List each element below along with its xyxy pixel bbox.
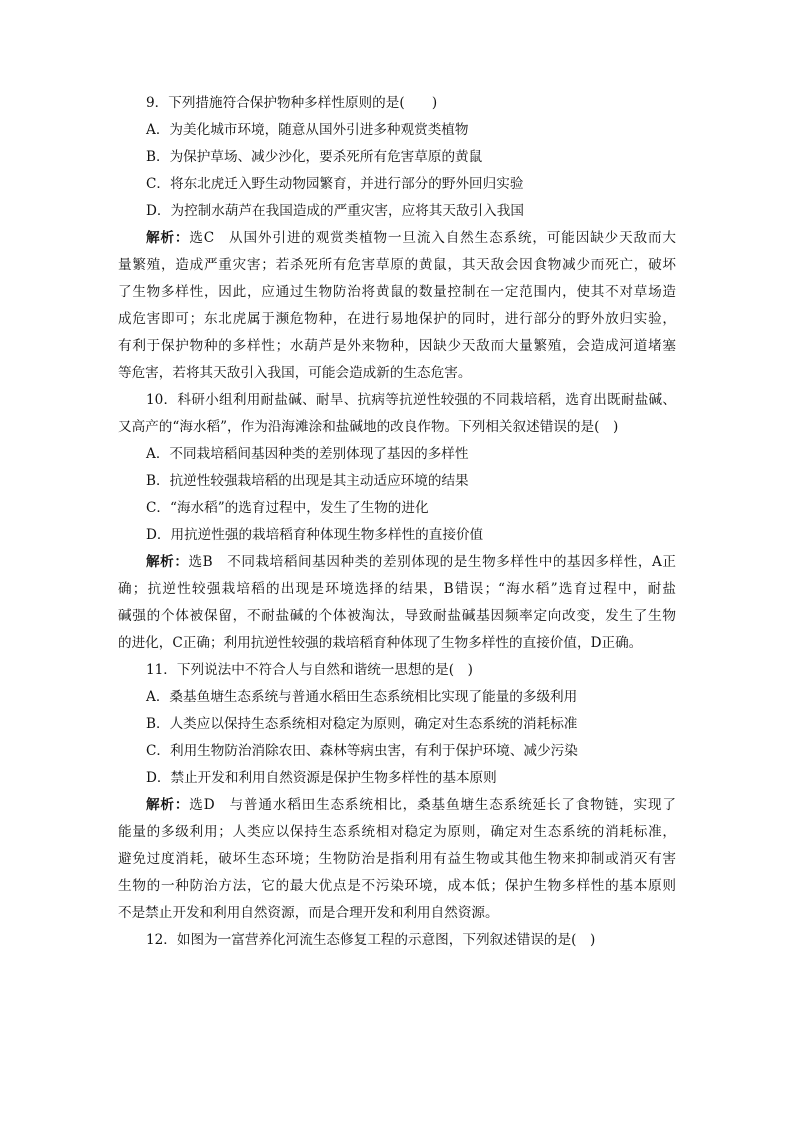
q9-analysis-line: 有利于保护物种的多样性；水葫芦是外来物种，因缺少天敌而大量繁殖，会造成河道堵塞 <box>118 338 676 354</box>
q11-option-d: D．禁止开发和利用自然资源是保护生物多样性的基本原则 <box>146 770 497 786</box>
q9-option-b: B．为保护草场、减少沙化，要杀死所有危害草原的黄鼠 <box>146 149 483 165</box>
q9-analysis-text: 从国外引进的观赏类植物一旦流入自然生态系统，可能因缺少天敌而大 <box>228 230 677 246</box>
q10-analysis-label: 解析： <box>146 554 189 570</box>
q10-analysis-line <box>118 549 676 576</box>
q10-option-a: A．不同栽培稻间基因种类的差别体现了基因的多样性 <box>146 446 469 462</box>
q11-analysis-text: 与普通水稻田生态系统相比，桑基鱼塘生态系统延长了食物链，实现了 <box>228 797 677 813</box>
q9-analysis-line: 成危害即可；东北虎属于濒危物种，在进行易地保护的同时，进行部分的野外放归实验， <box>118 311 676 327</box>
q10-option-d: D．用抗逆性强的栽培稻育种体现生物多样性的直接价值 <box>146 527 484 543</box>
q11-analysis-line <box>118 792 676 819</box>
q11-analysis-label: 解析： <box>146 797 190 813</box>
q11-option-a: A．桑基鱼塘生态系统与普通水稻田生态系统相比实现了能量的多级利用 <box>146 689 578 705</box>
q9-stem: 9．下列措施符合保护物种多样性原则的是( ) <box>146 95 438 111</box>
q11-analysis-line: 生物的一种防治方法，它的最大优点是不污染环境，成本低；保护生物多样性的基本原则 <box>118 878 676 894</box>
q10-analysis-line: 的进化，C正确；利用抗逆性较强的栽培稻育种体现了生物多样性的直接价值，D正确。 <box>118 635 643 651</box>
question-list <box>118 90 676 954</box>
q10-analysis-line: 确；抗逆性较强栽培稻的出现是环境选择的结果，B错误；“海水稻”选育过程中，耐盐 <box>118 581 676 597</box>
q9-analysis-line: 量繁殖，造成严重灾害；若杀死所有危害草原的黄鼠，其天敌会因食物减少而死亡，破坏 <box>118 257 676 273</box>
q9-answer: 选C <box>189 230 215 246</box>
q10-option-b: B．抗逆性较强栽培稻的出现是其主动适应环境的结果 <box>146 473 469 489</box>
q10-analysis-text: 不同栽培稻间基因种类的差别体现的是生物多样性中的基因多样性，A正 <box>226 554 676 570</box>
q10-option-c: C．“海水稻”的选育过程中，发生了生物的进化 <box>146 500 429 516</box>
q10-stem-line: 又高产的“海水稻”，作为沿海滩涂和盐碱地的改良作物。下列相关叙述错误的是( ) <box>118 419 619 435</box>
q11-analysis-line: 能量的多级利用；人类应以保持生态系统相对稳定为原则，确定对生态系统的消耗标准， <box>118 824 676 840</box>
q11-analysis-line: 避免过度消耗，破坏生态环境；生物防治是指利用有益生物或其他生物来抑制或消灭有害 <box>118 851 676 867</box>
q10-answer: 选B <box>188 554 213 570</box>
q9-option-a: A．为美化城市环境，随意从国外引进多种观赏类植物 <box>146 122 469 138</box>
q9-analysis-line <box>118 225 676 252</box>
q9-analysis-line: 了生物多样性，因此，应通过生物防治将黄鼠的数量控制在一定范围内，使其不对草场造 <box>118 284 676 300</box>
q11-stem: 11．下列说法中不符合人与自然和谐统一思想的是( ) <box>146 662 473 678</box>
q10-analysis-line: 碱强的个体被保留，不耐盐碱的个体被淘汰，导致耐盐碱基因频率定向改变，发生了生物 <box>118 608 676 624</box>
q11-analysis-line: 不是禁止开发和利用自然资源，而是合理开发和利用自然资源。 <box>118 905 499 921</box>
q11-option-b: B．人类应以保持生态系统相对稳定为原则，确定对生态系统的消耗标准 <box>146 716 578 732</box>
q9-analysis-label: 解析： <box>146 230 190 246</box>
q11-option-c: C．利用生物防治消除农田、森林等病虫害，有利于保护环境、减少污染 <box>146 743 578 759</box>
q9-option-c: C．将东北虎迁入野生动物园繁育，并进行部分的野外回归实验 <box>146 176 524 192</box>
q11-answer: 选D <box>189 797 215 813</box>
q9-analysis-line: 等危害，若将其天敌引入我国，可能会造成新的生态危害。 <box>118 365 472 381</box>
q9-option-d: D．为控制水葫芦在我国造成的严重灾害，应将其天敌引入我国 <box>146 203 524 219</box>
q10-stem-line: 10．科研小组利用耐盐碱、耐旱、抗病等抗逆性较强的不同栽培稻，选育出既耐盐碱、 <box>146 392 676 408</box>
q12-stem: 12．如图为一富营养化河流生态修复工程的示意图，下列叙述错误的是( ) <box>146 932 596 948</box>
